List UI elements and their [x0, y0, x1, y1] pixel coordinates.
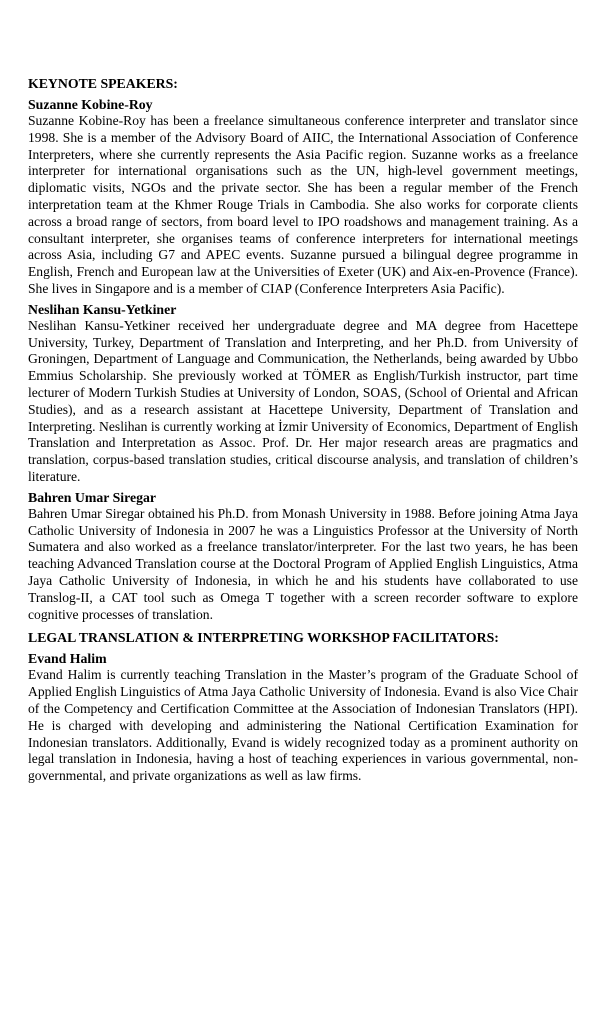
- speaker-bio-neslihan-kansu-yetkiner: Neslihan Kansu-Yetkiner received her undergraduate degree and MA degree from Hacettepe University, Turkey, Department of Translation and Interpreting, and her Ph.D. from University of Groningen, Department of Language and Communication, the Netherlands, being awarded by Ubbo Emmius Scholarship. She previously worked at TÖMER as English/Turkish instructor, part time lecturer of Modern Turkish Studies at University of London, SOAS, (School of Oriental and African Studies), and as a research assistant at Hacettepe University, Department of Translation and Interpreting. Neslihan is currently working at İzmir University of Economics, Department of English Translation and Interpretation as Assoc. Prof. Dr. Her major research areas are pragmatics and translation, corpus-based translation studies, critical discourse analysis, and translation of children’s literature.: [28, 317, 578, 484]
- document-page: [28, 75, 578, 785]
- speaker-name-neslihan-kansu-yetkiner: Neslihan Kansu-Yetkiner: [28, 301, 177, 317]
- keynote-speakers-heading: KEYNOTE SPEAKERS:: [28, 76, 178, 91]
- speaker-name-suzanne-kobine-roy: Suzanne Kobine-Roy: [28, 97, 153, 112]
- facilitator-name-evand-halim: Evand Halim: [28, 651, 107, 667]
- speaker-bio-bahren-umar-siregar: Bahren Umar Siregar obtained his Ph.D. from Monash University in 1988. Before joining Atma Jaya Catholic University of Indonesia in 2007 he was a Linguistics Professor at the University of North Sumatera and also worked as a freelance translator/interpreter. For the last two years, he has been teaching Advanced Translation course at the Doctoral Program of Applied English Linguistics, Atma Jaya Catholic University of Indonesia, in which he and his students have collaborated to use Translog-II, a CAT tool such as Omega T together with a screen recorder software to explore cognitive processes of translation.: [28, 505, 578, 622]
- speaker-bio-suzanne-kobine-roy: Suzanne Kobine-Roy has been a freelance simultaneous conference interpreter and translator since 1998. She is a member of the Advisory Board of AIIC, the International Association of Conference Interpreters, where she currently represents the Asia Pacific region. Suzanne works as a freelance interpreter for international organisations such as the UN, high-level government meetings, diplomatic visits, NGOs and the private sector. She has been a regular member of the French interpretation team at the Khmer Rouge Trials in Cambodia. She also works for corporate clients across a broad range of sectors, from board level to IPO roadshows and management training. As a consultant interpreter, she organises teams of conference interpreters for international meetings across Asia, including G7 and APEC events. Suzanne pursued a bilingual degree programme in English, French and European law at the Universities of Exeter (UK) and Aix-en-Provence (France). She lives in Singapore and is a member of CIAP (Conference Interpreters Asia Pacific).: [28, 113, 578, 296]
- facilitator-bio-evand-halim: Evand Halim is currently teaching Translation in the Master’s program of the Graduate School of Applied English Linguistics of Atma Jaya Catholic University of Indonesia. Evand is also Vice Chair of the Competency and Certification Committee at the Association of Indonesian Translators (HPI). He is charged with developing and administering the National Certification Examination for Indonesian translators. Additionally, Evand is widely recognized today as a prominent authority on legal translation in Indonesia, having a host of teaching experiences in various governmental, non-governmental, and private organizations as well as law firms.: [28, 667, 578, 784]
- speaker-name-bahren-umar-siregar: Bahren Umar Siregar: [28, 489, 156, 505]
- workshop-facilitators-heading: LEGAL TRANSLATION & INTERPRETING WORKSHOP FACILITATORS:: [28, 630, 499, 646]
